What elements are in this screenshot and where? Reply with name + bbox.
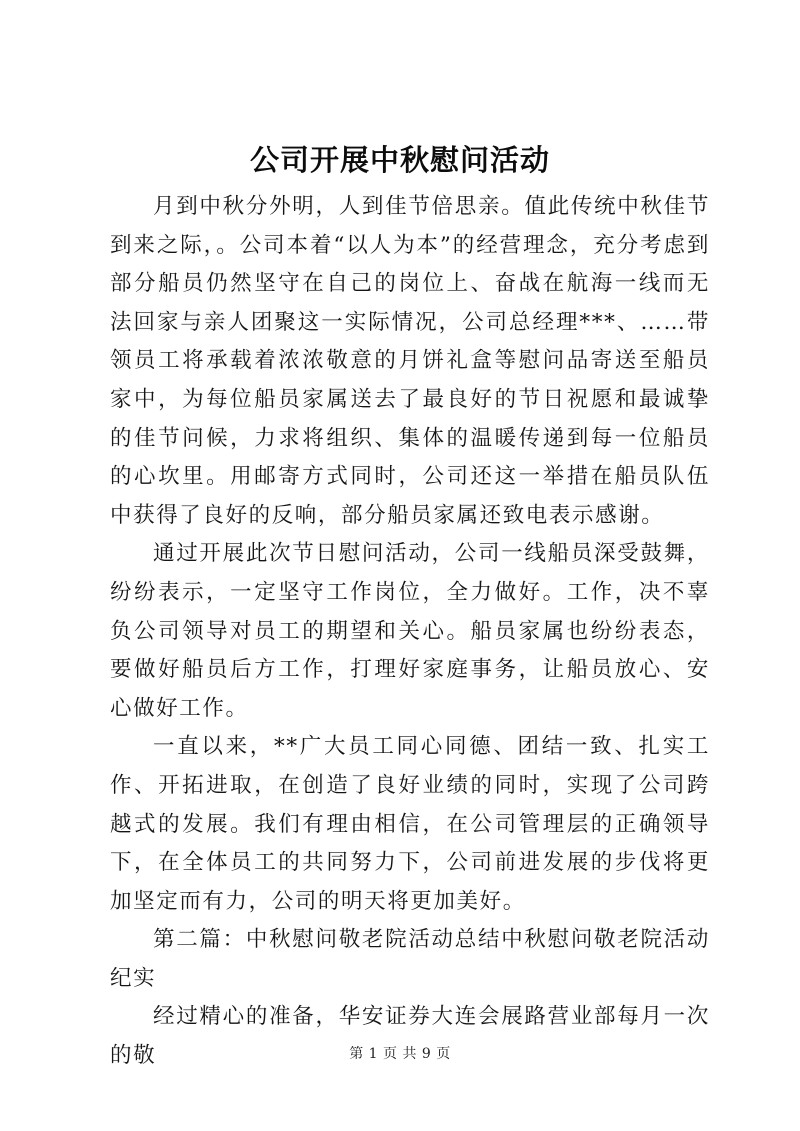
paragraph-1: 月到中秋分外明，人到佳节倍思亲。值此传统中秋佳节到来之际，。公司本着“以人为本”的经营理念，充分考虑到部分船员仍然坚守在自己的岗位上、奋战在航海一线而无法回家与亲人团聚这一实际情况，公司总经理***、……带领员工将承载着浓浓敬意的月饼礼盒等慰问品寄送至船员家中，为每位船员家属送去了最良好的节日祝愿和最诚挚的佳节问候，力求将组织、集体的温暖传递到每一位船员的心坎里。用邮寄方式同时，公司还这一举措在船员队伍中获得了良好的反响，部分船员家属还致电表示感谢。 <box>110 194 710 528</box>
document-body <box>110 188 710 1076</box>
paragraph-2: 通过开展此次节日慰问活动，公司一线船员深受鼓舞，纷纷表示，一定坚守工作岗位，全力做好。工作，决不辜负公司领导对员工的期望和关心。船员家属也纷纷表态，要做好船员后方工作，打理好家庭事务，让船员放心、安心做好工作。 <box>110 541 710 721</box>
paragraph-5: 经过精心的准备，华安证券大连会展路营业部每月一次的敬 <box>110 1004 710 1069</box>
document-title: 公司开展中秋慰问活动 <box>249 143 550 177</box>
paragraph-3: 一直以来，**广大员工同心同德、团结一致、扎实工作、开拓进取，在创造了良好业绩的同时，实现了公司跨越式的发展。我们有理由相信，在公司管理层的正确领导下，在全体员工的共同努力下，公司前进发展的步伐将更加坚定而有力，公司的明天将更加美好。 <box>110 734 710 914</box>
page-number-footer: 第 1 页 共 9 页 <box>349 1046 451 1062</box>
section-heading-second-article: 第二篇：中秋慰问敬老院活动总结中秋慰问敬老院活动纪实 <box>110 927 710 991</box>
